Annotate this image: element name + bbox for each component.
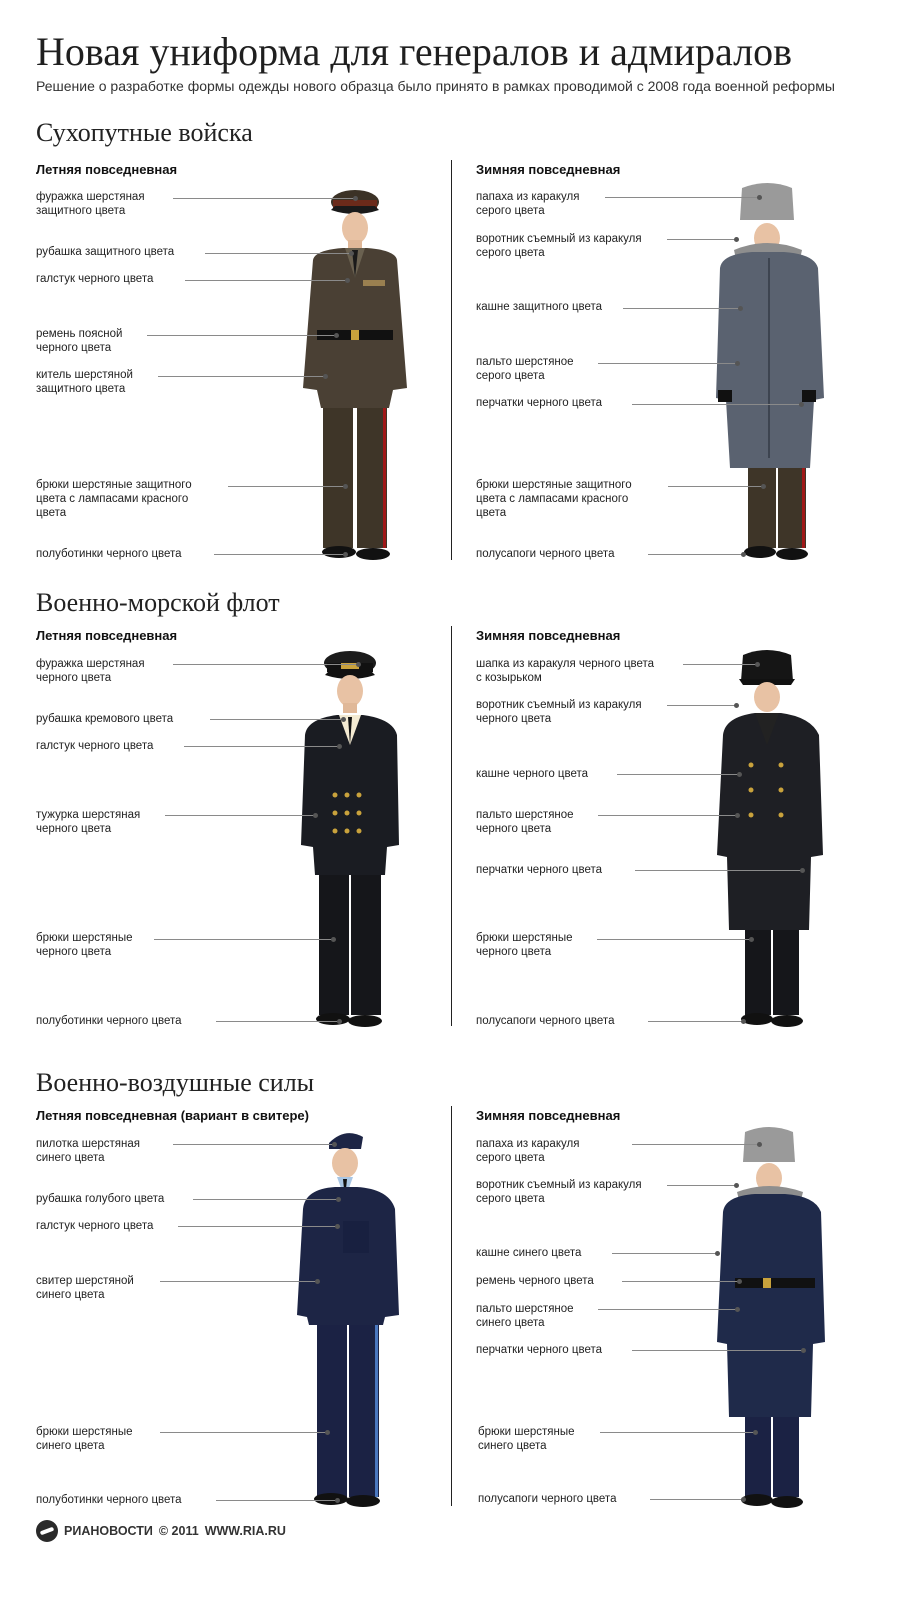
leader-line	[597, 939, 752, 940]
label-gloves: перчатки черного цвета	[476, 1344, 602, 1356]
navy-summer-uniform-figure	[295, 645, 410, 1040]
label-boots: полусапоги черного цвета	[478, 1493, 617, 1505]
label-trousers: брюки шерстяные черного цвета	[36, 932, 133, 958]
label-shirt: рубашка кремового цвета	[36, 713, 174, 725]
leader-line	[184, 746, 340, 747]
leader-line	[214, 554, 346, 555]
leader-line	[598, 363, 738, 364]
label-boots: полусапоги черного цвета	[476, 1015, 615, 1027]
leader-line	[173, 664, 359, 665]
leader-line	[228, 486, 346, 487]
leader-line	[605, 197, 760, 198]
column-heading-summer: Летняя повседневная	[36, 162, 178, 177]
label-cap: фуражка шерстяная черного цвета	[36, 658, 145, 684]
label-belt: ремень поясной черного цвета	[36, 328, 123, 354]
label-shoes: полуботинки черного цвета	[36, 548, 182, 560]
label-shoes: полуботинки черного цвета	[36, 1015, 182, 1027]
label-trousers: брюки шерстяные защитного цвета с лампасами красного цвета	[476, 479, 632, 519]
leader-line	[612, 1253, 718, 1254]
site-link[interactable]: WWW.RIA.RU	[204, 1524, 286, 1538]
airforce-winter-uniform-figure	[715, 1122, 830, 1520]
leader-line	[650, 1499, 744, 1500]
leader-line	[193, 1199, 339, 1200]
label-trousers: брюки шерстяные синего цвета	[36, 1426, 133, 1452]
land-winter-uniform-figure	[712, 178, 837, 573]
label-shirt: рубашка защитного цвета	[36, 246, 175, 258]
section-title-airforce: Военно-воздушные силы	[36, 1068, 315, 1097]
leader-line	[160, 1432, 328, 1433]
label-hat: шапка из каракуля черного цвета с козырьком	[476, 658, 655, 684]
label-gloves: перчатки черного цвета	[476, 397, 602, 409]
leader-line	[216, 1021, 340, 1022]
leader-line	[205, 253, 352, 254]
label-collar: воротник съемный из каракуля черного цвета	[476, 699, 642, 725]
leader-line	[147, 335, 337, 336]
leader-line	[600, 1432, 756, 1433]
leader-line	[667, 705, 737, 706]
leader-line	[622, 1281, 740, 1282]
copyright: © 2011	[158, 1524, 199, 1538]
page-subtitle: Решение о разработке формы одежды нового образца было принято в рамках проводимой с 2008 года военной реформы	[36, 78, 835, 94]
label-jacket: тужурка шерстяная черного цвета	[36, 809, 141, 835]
leader-line	[632, 1144, 760, 1145]
leader-line	[158, 376, 326, 377]
leader-line	[667, 1185, 737, 1186]
label-trousers: брюки шерстяные черного цвета	[476, 932, 573, 958]
leader-line	[178, 1226, 338, 1227]
label-boots: полусапоги черного цвета	[476, 548, 615, 560]
section-title-navy: Военно-морской флот	[36, 588, 280, 617]
leader-line	[617, 774, 740, 775]
label-scarf: кашне синего цвета	[476, 1247, 582, 1259]
column-divider	[451, 626, 452, 1026]
column-heading-winter: Зимняя повседневная	[476, 628, 621, 643]
airforce-summer-uniform-figure	[295, 1125, 410, 1520]
label-scarf: кашне защитного цвета	[476, 301, 603, 313]
label-gloves: перчатки черного цвета	[476, 864, 602, 876]
label-tie: галстук черного цвета	[36, 1220, 154, 1232]
leader-line	[173, 198, 356, 199]
label-cap: фуражка шерстяная защитного цвета	[36, 191, 145, 217]
page-title: Новая униформа для генералов и адмиралов	[36, 29, 792, 74]
label-coat: пальто шерстяное серого цвета	[476, 356, 574, 382]
leader-line	[216, 1500, 338, 1501]
label-coat: пальто шерстяное черного цвета	[476, 809, 574, 835]
leader-line	[632, 404, 802, 405]
leader-line	[683, 664, 758, 665]
label-papakha: папаха из каракуля серого цвета	[476, 1138, 580, 1164]
footer	[36, 1520, 286, 1542]
leader-line	[154, 939, 334, 940]
label-coat: пальто шерстяное синего цвета	[476, 1303, 574, 1329]
leader-line	[173, 1144, 335, 1145]
column-divider	[451, 1106, 452, 1506]
label-papakha: папаха из каракуля серого цвета	[476, 191, 580, 217]
leader-line	[648, 554, 744, 555]
leader-line	[160, 1281, 318, 1282]
label-collar: воротник съемный из каракуля серого цвета	[476, 233, 642, 259]
ria-logo-icon	[36, 1520, 58, 1542]
leader-line	[632, 1350, 804, 1351]
leader-line	[635, 870, 803, 871]
section-title-land: Сухопутные войска	[36, 118, 253, 147]
column-heading-winter: Зимняя повседневная	[476, 162, 621, 177]
label-shoes: полуботинки черного цвета	[36, 1494, 182, 1506]
leader-line	[210, 719, 344, 720]
leader-line	[598, 1309, 738, 1310]
label-tunic: китель шерстяной защитного цвета	[36, 369, 133, 395]
leader-line	[623, 308, 741, 309]
label-shirt: рубашка голубого цвета	[36, 1193, 165, 1205]
leader-line	[598, 815, 738, 816]
column-divider	[451, 160, 452, 560]
label-collar: воротник съемный из каракуля серого цвета	[476, 1179, 642, 1205]
label-sweater: свитер шерстяной синего цвета	[36, 1275, 134, 1301]
column-heading-summer: Летняя повседневная	[36, 628, 178, 643]
leader-line	[165, 815, 316, 816]
label-tie: галстук черного цвета	[36, 273, 154, 285]
leader-line	[668, 486, 764, 487]
column-heading-summer: Летняя повседневная (вариант в свитере)	[36, 1108, 309, 1123]
label-trousers: брюки шерстяные защитного цвета с лампасами красного цвета	[36, 479, 192, 519]
column-heading-winter: Зимняя повседневная	[476, 1108, 621, 1123]
label-belt: ремень черного цвета	[476, 1275, 594, 1287]
leader-line	[648, 1021, 744, 1022]
label-garrison-cap: пилотка шерстяная синего цвета	[36, 1138, 141, 1164]
leader-line	[185, 280, 348, 281]
label-trousers: брюки шерстяные синего цвета	[478, 1426, 575, 1452]
brand-name: РИАНОВОСТИ	[64, 1524, 153, 1538]
label-tie: галстук черного цвета	[36, 740, 154, 752]
label-scarf: кашне черного цвета	[476, 768, 589, 780]
leader-line	[667, 239, 737, 240]
